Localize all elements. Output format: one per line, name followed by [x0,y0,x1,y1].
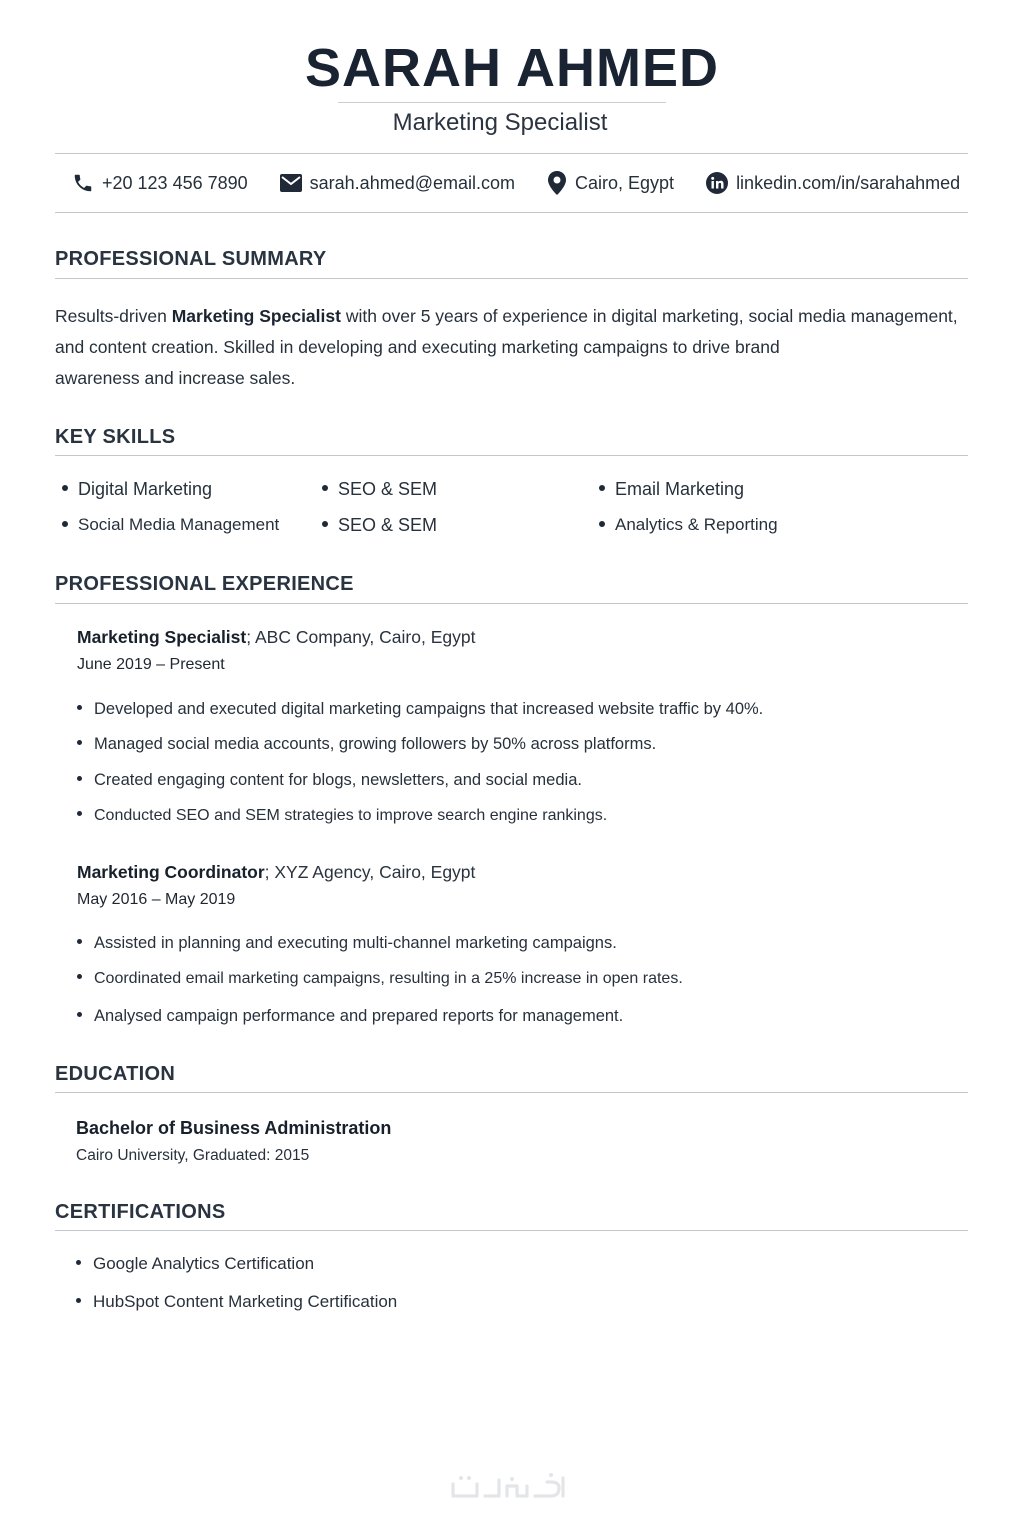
skill-label: Social Media Management [78,515,280,534]
job-bullet [77,932,617,954]
email-text: sarah.ahmed@email.com [309,172,516,193]
job-title: Marketing Specialist [392,109,608,136]
education-heading: EDUCATION [55,1063,176,1085]
summary-line1-rest: with over 5 years of experience in digital marketing, social media management, [340,306,958,326]
contact-location [547,171,674,195]
skill-label: Analytics & Reporting [615,515,778,534]
bullet-icon [322,485,328,491]
email-icon [280,174,302,192]
location-text: Cairo, Egypt [575,172,675,193]
certifications-divider [55,1230,968,1231]
bullet-icon [76,1260,81,1265]
bullet-icon [322,521,328,527]
experience-heading: PROFESSIONAL EXPERIENCE [55,573,354,595]
job-role: Marketing Coordinator [77,862,265,882]
bullet-icon [77,776,82,781]
bullet-icon [77,974,82,979]
bullet-icon [599,485,605,491]
skill-label: Email Marketing [615,479,745,499]
certification-label: Google Analytics Certification [93,1254,315,1273]
job-bullet [77,1005,623,1027]
certification-item [76,1291,397,1313]
education-divider [55,1092,968,1093]
experience-divider [55,603,968,604]
job-bullet-text: Conducted SEO and SEM strategies to improve search engine rankings. [94,807,608,824]
job-header [77,861,475,883]
summary-paragraph [55,301,970,394]
bullet-icon [77,1012,82,1017]
job-bullet [77,968,683,990]
name-divider [338,102,666,103]
skill-item [322,513,437,537]
summary-heading: PROFESSIONAL SUMMARY [55,248,327,270]
location-pin-icon [547,171,567,195]
bullet-icon [77,705,82,710]
bullet-icon [77,811,82,816]
job-company: ; ABC Company, Cairo, Egypt [246,627,476,647]
contact-email[interactable] [280,173,515,194]
job-bullet [77,805,607,827]
job-bullet-text: Created engaging content for blogs, newsletters, and social media. [94,771,582,789]
summary-line2: and content creation. Skilled in developing and executing marketing campaigns to drive brand [55,337,780,357]
job-bullet-text: Coordinated email marketing campaigns, resulting in a 25% increase in open rates. [94,970,683,987]
summary-line3: awareness and increase sales. [55,368,296,388]
skill-item [62,477,212,501]
skills-divider [55,455,968,456]
job-bullet [77,769,582,791]
skill-label: SEO & SEM [338,515,438,535]
skill-label: SEO & SEM [338,479,438,499]
education-degree: Bachelor of Business Administration [76,1118,392,1138]
job-bullet [77,698,763,720]
job-role: Marketing Specialist [77,627,247,647]
linkedin-icon [706,172,728,194]
skill-item [62,513,279,537]
certification-item [76,1253,314,1275]
skill-item [322,477,437,501]
skills-heading: KEY SKILLS [55,426,176,448]
job-header [77,626,475,648]
bullet-icon [77,939,82,944]
job-bullet-text: Developed and executed digital marketing campaigns that increased website traffic by 40%. [94,700,764,718]
skill-label: Digital Marketing [78,479,213,499]
education-institution: Cairo University, Graduated: 2015 [76,1147,310,1164]
job-bullet-text: Assisted in planning and executing multi-channel marketing campaigns. [94,934,617,952]
bullet-icon [62,485,68,491]
job-dates: May 2016 – May 2019 [77,891,236,908]
header-divider-top [55,153,968,154]
bullet-icon [599,521,605,527]
certification-label: HubSpot Content Marketing Certification [93,1292,398,1311]
watermark-logo [447,1470,577,1510]
contact-linkedin[interactable] [706,172,960,194]
summary-divider [55,278,968,279]
skill-item [599,477,744,501]
skill-item [599,513,778,537]
job-bullet-text: Analysed campaign performance and prepared reports for management. [94,1007,624,1025]
bullet-icon [62,521,68,527]
linkedin-text: linkedin.com/in/sarahahmed [736,172,961,193]
candidate-name: SARAH AHMED [305,38,719,98]
job-company: ; XYZ Agency, Cairo, Egypt [264,862,476,882]
job-bullet [77,733,656,755]
summary-highlight: Marketing Specialist [171,306,341,326]
phone-icon [72,172,94,194]
contact-phone[interactable] [72,172,248,194]
job-bullet-text: Managed social media accounts, growing followers by 50% across platforms. [94,735,657,753]
phone-text: +20 123 456 7890 [102,172,248,193]
summary-intro: Results-driven [55,306,172,326]
certifications-heading: CERTIFICATIONS [55,1201,226,1223]
bullet-icon [77,740,82,745]
job-dates: June 2019 – Present [77,656,225,673]
bullet-icon [76,1298,81,1303]
contact-bar [72,168,960,198]
header-divider-bottom [55,212,968,213]
